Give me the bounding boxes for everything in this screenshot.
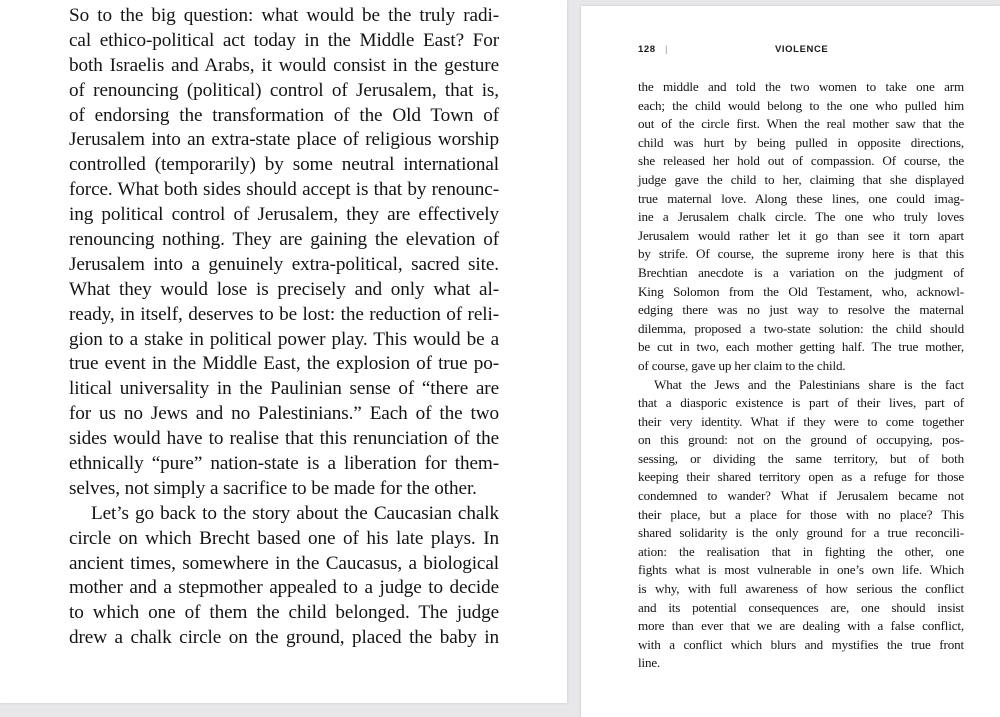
text-line: true event in the Middle East, the explosion of true po- xyxy=(69,353,499,375)
text-line: Jerusalem into a genuinely extra-political, sacred site. xyxy=(69,253,499,275)
text-line: out of the circle first. When the real mother saw that the xyxy=(638,116,964,132)
text-line: that a diasporic existence is part of their lives, part of xyxy=(638,395,964,411)
text-line: the middle and told the two women to take one arm xyxy=(638,79,964,94)
text-line: of course, gave up her claim to the child. xyxy=(638,357,846,373)
text-line: on this ground: not on the ground of occupying, pos- xyxy=(638,432,964,448)
text-line: true maternal love. Along these lines, one could imag- xyxy=(638,190,964,206)
text-line: sessing, or dividing the same territory, but of both xyxy=(638,450,964,466)
text-line: ancient times, somewhere in the Caucasus, a biological xyxy=(69,552,499,574)
text-line: their place, but a place for those with no place? This xyxy=(638,506,964,522)
text-line: judge gave the child to her, claiming that she displayed xyxy=(638,171,964,187)
text-line: keeping their shared territory open as a refuge for those xyxy=(638,469,964,485)
text-line: more than ever that we are dealing with a false conflict, xyxy=(638,618,964,634)
text-line: edging there was no just way to resolve the maternal xyxy=(638,302,964,318)
text-line: of renouncing (political) control of Jerusalem, that is, xyxy=(69,79,499,101)
text-line: Jerusalem into an extra-state place of religious worship xyxy=(69,129,499,151)
text-line: ready, in itself, deserves to be lost: the reduction of reli- xyxy=(69,303,499,325)
text-line: renouncing nothing. They are gaining the elevation of xyxy=(69,229,499,251)
text-line: What they would lose is precisely and only what al- xyxy=(69,278,499,300)
text-line: shared solidarity is the only ground for a true reconcili- xyxy=(638,525,964,541)
text-line: Jerusalem would rather let it go than see it torn apart xyxy=(638,227,964,243)
right-page-text xyxy=(638,78,964,673)
running-title: VIOLENCE xyxy=(775,44,829,55)
text-line: mother and a stepmother appealed to a judge to decide xyxy=(69,577,499,599)
page-number: 128 xyxy=(638,44,656,55)
text-line: is why, with full awareness of how serious the conflict xyxy=(638,581,964,597)
text-line: of endorsing the transformation of the Old Town of xyxy=(69,104,499,126)
text-line: ation: the realisation that in fighting the other, one xyxy=(638,543,964,559)
text-line: condemned to wander? What if Jerusalem became not xyxy=(638,488,964,504)
text-line: line. xyxy=(638,655,661,671)
text-line: by strife. Of course, the supreme irony here is that this xyxy=(638,246,964,262)
text-line: ine a Jerusalem chalk circle. The one who truly loves xyxy=(638,209,964,225)
running-header xyxy=(638,44,928,60)
text-line: cal ethico-political act today in the Middle East? For xyxy=(69,29,499,51)
text-line: sides would have to realise that this renunciation of the xyxy=(69,428,499,450)
text-line: King Solomon from the Old Testament, who, acknowl- xyxy=(638,283,964,299)
text-line: both Israelis and Arabs, it would consist in the gesture xyxy=(69,54,499,76)
text-line: controlled (temporarily) by some neutral international xyxy=(69,154,499,176)
header-separator: | xyxy=(665,44,669,55)
text-line: their very identity. What if they were to come together xyxy=(638,413,964,429)
text-line: So to the big question: what would be the truly radi- xyxy=(69,5,499,26)
text-line: What the Jews and the Palestinians share is the fact xyxy=(654,376,964,392)
text-line: litical universality in the Paulinian sense of “there are xyxy=(69,378,499,400)
text-line: child was hurt by being pulled in opposite directions, xyxy=(638,134,964,150)
left-page-text xyxy=(69,4,499,651)
text-line: selves, not simply a sacrifice to be made for the other. xyxy=(69,477,477,499)
text-line: be cut in two, each mother getting half. The true mother, xyxy=(638,339,964,355)
text-line: drew a chalk circle on the ground, placed the baby in xyxy=(69,627,499,649)
text-line: ethnically “pure” nation-state is a liberation for them- xyxy=(69,453,499,475)
text-line: force. What both sides should accept is that by renounc- xyxy=(69,179,499,201)
text-line: for us no Jews and no Palestinians.” Each of the two xyxy=(69,403,499,425)
right-book-page xyxy=(581,6,1000,717)
text-line: and its potential consequences are, one should insist xyxy=(638,599,964,615)
text-line: with a conflict which blurs and mystifies the true front xyxy=(638,636,964,652)
text-line: each; the child would belong to the one who pulled him xyxy=(638,97,964,113)
text-line: to which one of them the child belonged. The judge xyxy=(69,602,499,624)
text-line: she released her hold out of compassion. Of course, the xyxy=(638,153,964,169)
text-line: dilemma, proposed a two-state solution: the child should xyxy=(638,320,964,336)
text-line: Brechtian anecdote is a variation on the judgment of xyxy=(638,264,964,280)
text-line: fights what is most vulnerable in one’s own life. Which xyxy=(638,562,964,578)
text-line: ing political control of Jerusalem, they are effectively xyxy=(69,204,499,226)
text-line: gion to a stake in political power play. This would be a xyxy=(69,328,499,350)
text-line: circle on which Brecht based one of his late plays. In xyxy=(69,527,499,549)
text-line: Let’s go back to the story about the Caucasian chalk xyxy=(91,502,499,524)
